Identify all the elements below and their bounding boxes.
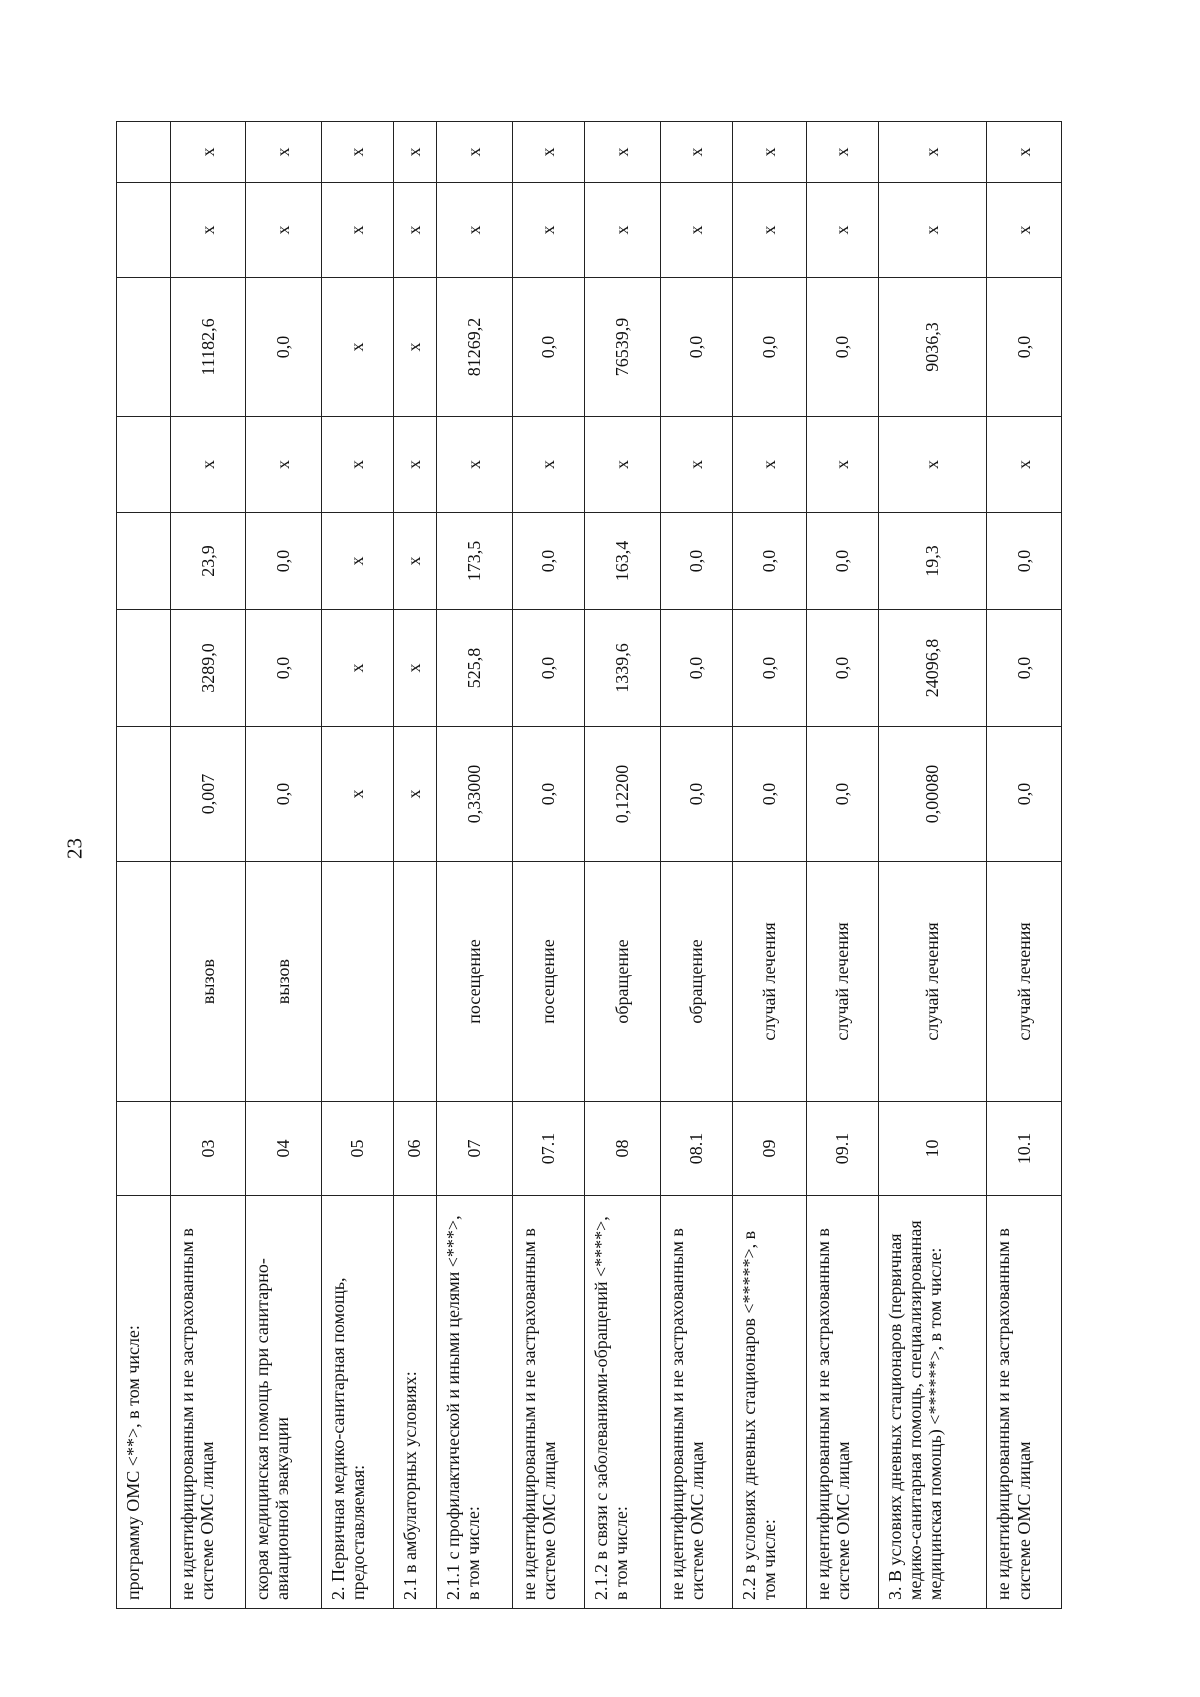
col-total-2: x (171, 183, 246, 278)
row-unit (321, 862, 393, 1102)
col-total-2: x (393, 183, 436, 278)
col-total: 81269,2 (436, 278, 512, 417)
col-percent: x (436, 122, 512, 183)
row-unit: вызов (245, 862, 321, 1102)
row-name: 2.1.2 в связи с заболеваниями-обращений <****>, в том числе: (584, 1196, 660, 1609)
col-per-capita: 0,0 (512, 513, 584, 610)
col-total: 9036,3 (878, 278, 987, 417)
col-rate (117, 727, 171, 862)
table-row (660, 122, 732, 1609)
row-unit (117, 862, 171, 1102)
col-per-capita: 0,0 (245, 513, 321, 610)
col-total (117, 278, 171, 417)
row-code (117, 1102, 171, 1196)
row-unit: случай лечения (733, 862, 806, 1102)
col-rate: 0,12200 (584, 727, 660, 862)
col-per-capita: 173,5 (436, 513, 512, 610)
col-cost: 0,0 (512, 610, 584, 727)
col-total-2: x (660, 183, 732, 278)
col-total: 0,0 (733, 278, 806, 417)
table-row (321, 122, 393, 1609)
col-cost: 0,0 (806, 610, 878, 727)
col-per-capita-2: x (245, 417, 321, 513)
col-rate: 0,0 (660, 727, 732, 862)
col-per-capita (117, 513, 171, 610)
col-per-capita: 0,0 (806, 513, 878, 610)
table-row (117, 122, 171, 1609)
col-total-2: x (878, 183, 987, 278)
table-row (584, 122, 660, 1609)
col-per-capita-2: x (806, 417, 878, 513)
col-percent: x (878, 122, 987, 183)
col-percent: x (584, 122, 660, 183)
col-rate: 0,0 (512, 727, 584, 862)
col-rate: 0,00080 (878, 727, 987, 862)
col-percent: x (733, 122, 806, 183)
col-percent: x (987, 122, 1062, 183)
col-total: 0,0 (245, 278, 321, 417)
col-per-capita: 0,0 (733, 513, 806, 610)
table-row (393, 122, 436, 1609)
col-total: 0,0 (660, 278, 732, 417)
page-number: 23 (62, 838, 87, 859)
row-code: 08.1 (660, 1102, 732, 1196)
col-percent: x (806, 122, 878, 183)
col-rate: x (393, 727, 436, 862)
row-code: 04 (245, 1102, 321, 1196)
data-table (116, 121, 1062, 1609)
row-code: 07 (436, 1102, 512, 1196)
col-total-2: x (806, 183, 878, 278)
row-unit: вызов (171, 862, 246, 1102)
col-per-capita-2: x (987, 417, 1062, 513)
row-unit: случай лечения (987, 862, 1062, 1102)
col-cost: 3289,0 (171, 610, 246, 727)
col-total: 11182,6 (171, 278, 246, 417)
col-cost: 525,8 (436, 610, 512, 727)
row-name: 2. Первичная медико-санитарная помощь, предоставляемая: (321, 1196, 393, 1609)
col-total-2: x (321, 183, 393, 278)
col-cost: 0,0 (660, 610, 732, 727)
col-per-capita-2: x (393, 417, 436, 513)
col-percent: x (393, 122, 436, 183)
col-per-capita: 0,0 (987, 513, 1062, 610)
col-per-capita-2: x (436, 417, 512, 513)
row-unit: случай лечения (878, 862, 987, 1102)
table-row (733, 122, 806, 1609)
table-body (117, 122, 1062, 1609)
col-total: 0,0 (987, 278, 1062, 417)
col-percent: x (245, 122, 321, 183)
table-row (171, 122, 246, 1609)
row-name: скорая медицинская помощь при санитарно-авиационной эвакуации (245, 1196, 321, 1609)
col-cost: 0,0 (987, 610, 1062, 727)
col-total-2: x (512, 183, 584, 278)
col-per-capita-2: x (733, 417, 806, 513)
row-unit: обращение (660, 862, 732, 1102)
col-total-2: x (584, 183, 660, 278)
row-name: 2.1.1 с профилактической и иными целями <***>, в том числе: (436, 1196, 512, 1609)
col-per-capita-2: x (171, 417, 246, 513)
col-per-capita-2: x (878, 417, 987, 513)
col-total: x (393, 278, 436, 417)
col-total-2 (117, 183, 171, 278)
row-unit: посещение (512, 862, 584, 1102)
col-cost: x (321, 610, 393, 727)
col-per-capita: x (321, 513, 393, 610)
col-per-capita: 163,4 (584, 513, 660, 610)
table-row (987, 122, 1062, 1609)
col-total: x (321, 278, 393, 417)
row-name: не идентифицированным и не застрахованным в системе ОМС лицам (660, 1196, 732, 1609)
col-total: 0,0 (512, 278, 584, 417)
col-per-capita-2: x (584, 417, 660, 513)
row-code: 09.1 (806, 1102, 878, 1196)
col-per-capita: 23,9 (171, 513, 246, 610)
col-rate: 0,0 (987, 727, 1062, 862)
row-name: программу ОМС <**>, в том числе: (117, 1196, 171, 1609)
col-per-capita: x (393, 513, 436, 610)
row-name: 2.2 в условиях дневных стационаров <*****>, в том числе: (733, 1196, 806, 1609)
col-per-capita: 19,3 (878, 513, 987, 610)
col-rate: x (321, 727, 393, 862)
row-unit: посещение (436, 862, 512, 1102)
col-rate: 0,0 (733, 727, 806, 862)
col-per-capita: 0,0 (660, 513, 732, 610)
table-row (245, 122, 321, 1609)
row-name: не идентифицированным и не застрахованным в системе ОМС лицам (171, 1196, 246, 1609)
table-row (806, 122, 878, 1609)
row-code: 06 (393, 1102, 436, 1196)
col-cost: x (393, 610, 436, 727)
row-name: 3. В условиях дневных стационаров (первичная медико-санитарная помощь, специализированная медицинская помощь) <******>, в том числе: (878, 1196, 987, 1609)
col-per-capita-2: x (660, 417, 732, 513)
row-code: 08 (584, 1102, 660, 1196)
row-code: 09 (733, 1102, 806, 1196)
row-unit (393, 862, 436, 1102)
col-rate: 0,33000 (436, 727, 512, 862)
col-total: 0,0 (806, 278, 878, 417)
col-percent: x (171, 122, 246, 183)
row-unit: случай лечения (806, 862, 878, 1102)
row-unit: обращение (584, 862, 660, 1102)
col-cost: 24096,8 (878, 610, 987, 727)
row-code: 10 (878, 1102, 987, 1196)
row-name: не идентифицированным и не застрахованным в системе ОМС лицам (987, 1196, 1062, 1609)
col-total-2: x (245, 183, 321, 278)
col-total-2: x (987, 183, 1062, 278)
table-row (512, 122, 584, 1609)
row-name: не идентифицированным и не застрахованным в системе ОМС лицам (512, 1196, 584, 1609)
col-cost: 1339,6 (584, 610, 660, 727)
col-cost: 0,0 (245, 610, 321, 727)
col-percent: x (660, 122, 732, 183)
row-name: не идентифицированным и не застрахованным в системе ОМС лицам (806, 1196, 878, 1609)
table-row (436, 122, 512, 1609)
row-name: 2.1 в амбулаторных условиях: (393, 1196, 436, 1609)
col-total: 76539,9 (584, 278, 660, 417)
col-percent (117, 122, 171, 183)
col-total-2: x (733, 183, 806, 278)
col-percent: x (321, 122, 393, 183)
col-rate: 0,0 (806, 727, 878, 862)
row-code: 07.1 (512, 1102, 584, 1196)
col-total-2: x (436, 183, 512, 278)
col-per-capita-2: x (321, 417, 393, 513)
col-per-capita-2 (117, 417, 171, 513)
col-rate: 0,007 (171, 727, 246, 862)
col-per-capita-2: x (512, 417, 584, 513)
row-code: 05 (321, 1102, 393, 1196)
table-row (878, 122, 987, 1609)
col-percent: x (512, 122, 584, 183)
rotated-table-wrapper (116, 122, 1062, 1609)
col-rate: 0,0 (245, 727, 321, 862)
row-code: 10.1 (987, 1102, 1062, 1196)
col-cost (117, 610, 171, 727)
col-cost: 0,0 (733, 610, 806, 727)
row-code: 03 (171, 1102, 246, 1196)
